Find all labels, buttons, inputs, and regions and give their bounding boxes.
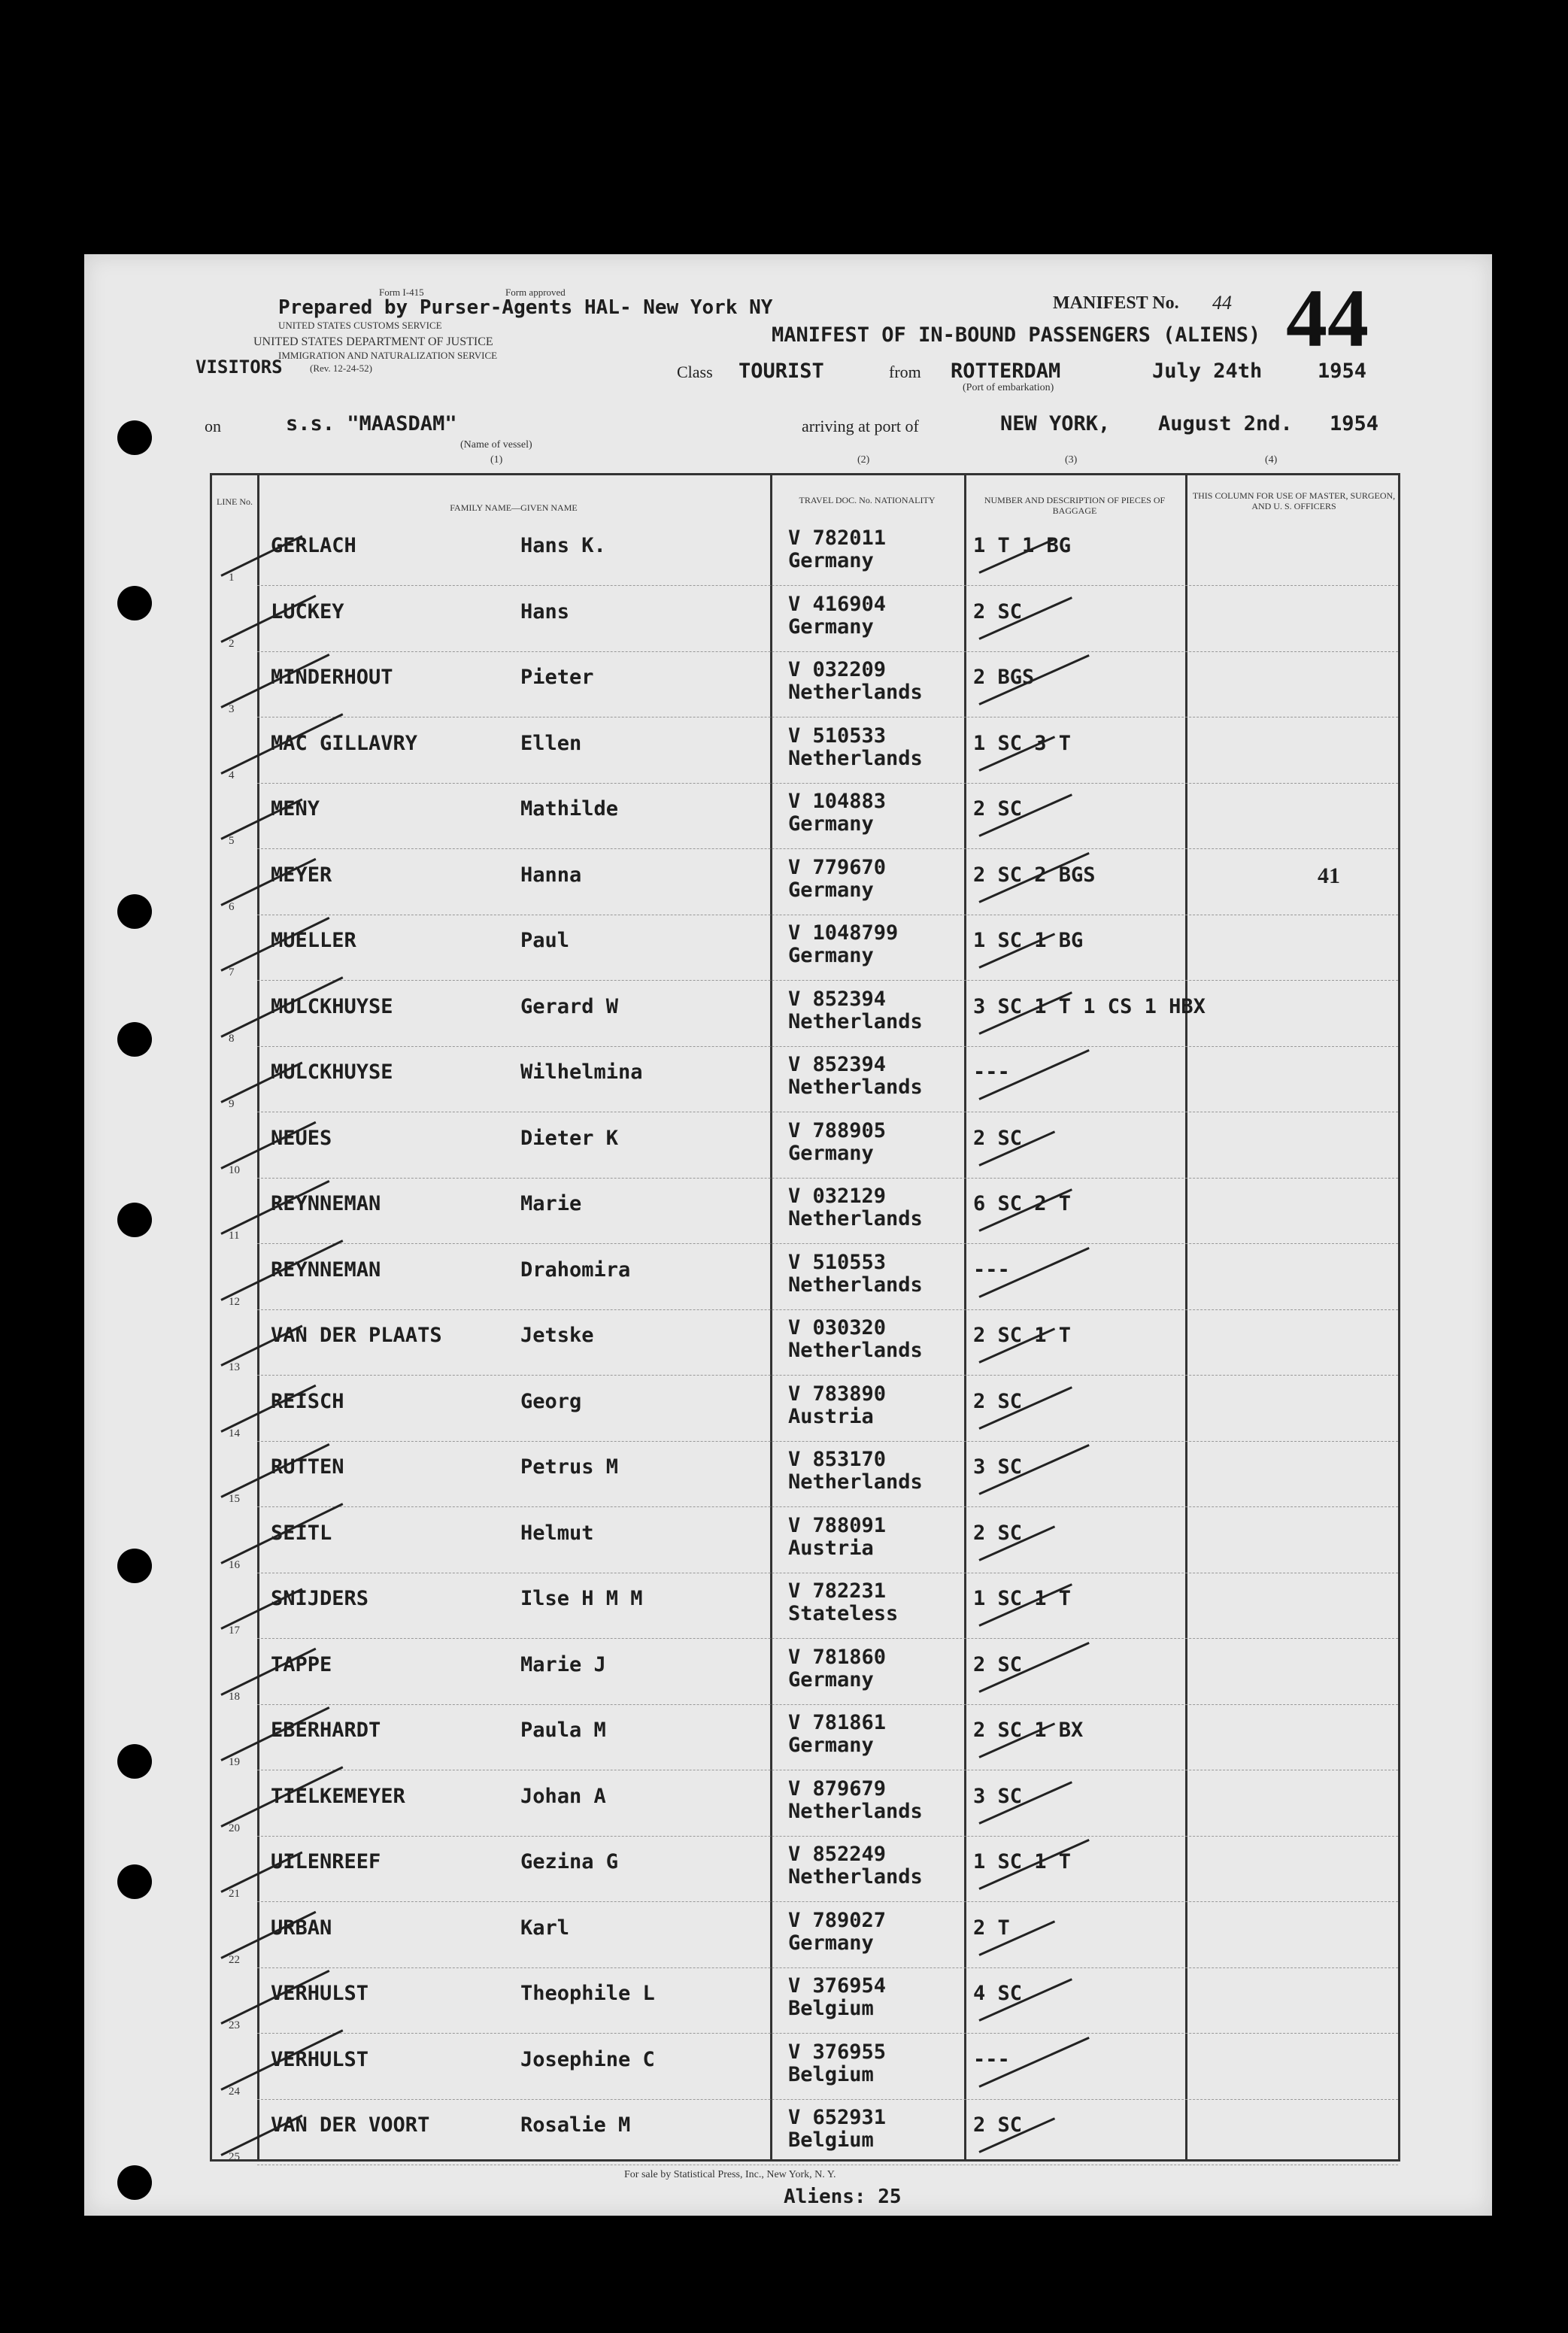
punch-hole xyxy=(117,586,152,620)
family-name: NEUES xyxy=(271,1126,332,1150)
family-name: RUTTEN xyxy=(271,1455,344,1479)
family-name: URBAN xyxy=(271,1916,332,1940)
table-row xyxy=(212,2101,1398,2168)
baggage: 2 BGS xyxy=(973,666,1035,689)
given-name: Jetske xyxy=(520,1324,594,1347)
baggage: 1 T 1 BG xyxy=(973,534,1072,557)
nationality: Belgium xyxy=(788,2062,874,2086)
given-name: Mathilde xyxy=(520,797,619,821)
baggage: 6 SC 2 T xyxy=(973,1192,1072,1215)
family-name: UILENREEF xyxy=(271,1850,381,1873)
family-name: EBERHARDT xyxy=(271,1719,381,1742)
on-label: on xyxy=(205,417,221,435)
embark-date: July 24th xyxy=(1152,360,1263,383)
line-number: 11 xyxy=(229,1230,240,1242)
nationality: Germany xyxy=(788,944,874,967)
manifest-no-hand: 44 xyxy=(1212,292,1232,314)
line-number: 3 xyxy=(229,703,235,715)
line-number: 20 xyxy=(229,1822,240,1834)
family-name: VAN DER PLAATS xyxy=(271,1324,442,1347)
given-name: Johan A xyxy=(520,1784,606,1808)
line-number: 16 xyxy=(229,1558,240,1571)
dept-justice: UNITED STATES DEPARTMENT OF JUSTICE xyxy=(253,335,493,348)
family-name: SNIJDERS xyxy=(271,1587,369,1610)
row-rule xyxy=(257,1178,1398,1179)
line-number: 4 xyxy=(229,769,235,781)
punch-hole xyxy=(117,1203,152,1237)
line-number: 25 xyxy=(229,2151,240,2163)
travel-doc-number: V 783890 xyxy=(788,1382,887,1406)
nationality: Netherlands xyxy=(788,1009,923,1033)
nationality: Netherlands xyxy=(788,1075,923,1099)
nationality: Netherlands xyxy=(788,1799,923,1823)
table-row xyxy=(212,1443,1398,1509)
punch-hole xyxy=(117,1744,152,1779)
baggage: 2 SC xyxy=(973,1521,1023,1545)
family-name: MULCKHUYSE xyxy=(271,994,393,1018)
table-row xyxy=(212,720,1398,786)
line-number: 6 xyxy=(229,900,235,913)
table-row xyxy=(212,1970,1398,2036)
baggage: 2 SC xyxy=(973,1126,1023,1150)
embark-caption: (Port of embarkation) xyxy=(963,382,1054,393)
class-label: Class xyxy=(677,363,713,381)
given-name: Josephine C xyxy=(520,2047,655,2071)
travel-doc-number: V 779670 xyxy=(788,855,887,879)
col-head-line: LINE No. xyxy=(217,496,253,507)
family-name: SEITL xyxy=(271,1521,332,1545)
nationality: Germany xyxy=(788,812,874,836)
nationality: Germany xyxy=(788,1667,874,1691)
row-rule xyxy=(257,1309,1398,1310)
family-name: REISCH xyxy=(271,1389,344,1413)
given-name: Marie J xyxy=(520,1652,606,1676)
year-1: 1954 xyxy=(1318,360,1367,383)
nationality: Germany xyxy=(788,1141,874,1165)
nationality: Netherlands xyxy=(788,1339,923,1362)
travel-doc-number: V 652931 xyxy=(788,2106,887,2129)
family-name: MINDERHOUT xyxy=(271,666,393,689)
table-row xyxy=(212,1838,1398,1904)
travel-doc-number: V 510553 xyxy=(788,1250,887,1274)
family-name: REYNNEMAN xyxy=(271,1258,381,1282)
row-rule xyxy=(257,848,1398,849)
row-rule xyxy=(257,783,1398,784)
nationality: Germany xyxy=(788,1931,874,1955)
travel-doc-number: V 788905 xyxy=(788,1118,887,1142)
line-number: 23 xyxy=(229,2019,240,2031)
col-head-doc: TRAVEL DOC. No. NATIONALITY xyxy=(799,495,936,505)
row-rule xyxy=(257,1243,1398,1244)
line-number: 18 xyxy=(229,1690,240,1703)
vessel-caption: (Name of vessel) xyxy=(460,439,532,451)
rev-label: (Rev. 12-24-52) xyxy=(310,363,372,374)
travel-doc-number: V 104883 xyxy=(788,790,887,813)
travel-doc-number: V 879679 xyxy=(788,1776,887,1801)
nationality: Germany xyxy=(788,1734,874,1757)
line-number: 13 xyxy=(229,1361,240,1373)
table-row xyxy=(212,1641,1398,1707)
given-name: Gezina G xyxy=(520,1850,619,1873)
family-name: TAPPE xyxy=(271,1652,332,1676)
table-row xyxy=(212,1312,1398,1378)
nationality: Netherlands xyxy=(788,1865,923,1889)
margin-hand-note: 41 xyxy=(1318,863,1340,888)
row-rule xyxy=(257,651,1398,652)
given-name: Rosalie M xyxy=(520,2113,631,2137)
visitors-stamp: VISITORS xyxy=(196,356,283,378)
baggage: 2 SC 1 T xyxy=(973,1324,1072,1347)
table-row xyxy=(212,1378,1398,1444)
baggage: 3 SC 1 T 1 CS 1 HBX xyxy=(973,994,1206,1018)
family-name: MAC GILLAVRY xyxy=(271,731,418,755)
line-number: 22 xyxy=(229,1953,240,1966)
travel-doc-number: V 852394 xyxy=(788,1053,887,1076)
row-rule xyxy=(257,1046,1398,1047)
row-rule xyxy=(257,1441,1398,1442)
passenger-table xyxy=(210,473,1400,2162)
baggage: 2 SC xyxy=(973,1652,1023,1676)
nationality: Belgium xyxy=(788,2128,874,2152)
travel-doc-number: V 030320 xyxy=(788,1316,887,1339)
arrival-date: August 2nd. xyxy=(1158,412,1293,435)
row-rule xyxy=(257,1506,1398,1507)
baggage: --- xyxy=(973,1060,1010,1084)
line-number: 2 xyxy=(229,637,235,650)
nationality: Netherlands xyxy=(788,1470,923,1494)
col-num-4: (4) xyxy=(1265,454,1278,466)
given-name: Marie xyxy=(520,1192,582,1215)
given-name: Petrus M xyxy=(520,1455,619,1479)
given-name: Paul xyxy=(520,929,570,952)
punch-hole xyxy=(117,2165,152,2200)
col-head-bag: NUMBER AND DESCRIPTION OF PIECES OF BAGGAGE xyxy=(984,495,1166,517)
prepared-by: Prepared by Purser-Agents HAL- New York NY xyxy=(278,296,773,319)
family-name: GERLACH xyxy=(271,534,356,557)
line-number: 21 xyxy=(229,1888,240,1900)
travel-doc-number: V 852249 xyxy=(788,1843,887,1866)
travel-doc-number: V 416904 xyxy=(788,592,887,616)
family-name: LUCKEY xyxy=(271,599,344,623)
manifest-title: MANIFEST OF IN-BOUND PASSENGERS (ALIENS) xyxy=(772,323,1261,347)
table-row xyxy=(212,1707,1398,1773)
line-number: 12 xyxy=(229,1295,240,1308)
manifest-no-big: 44 xyxy=(1286,272,1369,364)
family-name: MEYER xyxy=(271,863,332,887)
given-name: Hans K. xyxy=(520,534,606,557)
family-name: MULCKHUYSE xyxy=(271,1060,393,1084)
row-rule xyxy=(257,585,1398,586)
aliens-total: Aliens: 25 xyxy=(784,2186,902,2208)
dept-treasury: UNITED STATES CUSTOMS SERVICE xyxy=(278,320,442,331)
row-rule xyxy=(257,1638,1398,1639)
col-head-name: FAMILY NAME—GIVEN NAME xyxy=(450,502,578,513)
baggage: 1 SC 1 BG xyxy=(973,929,1084,952)
given-name: Georg xyxy=(520,1389,582,1413)
printer-credit: For sale by Statistical Press, Inc., New York, N. Y. xyxy=(624,2169,836,2180)
line-number: 1 xyxy=(229,572,235,584)
nationality: Austria xyxy=(788,1404,874,1428)
given-name: Dieter K xyxy=(520,1126,619,1150)
arrival-port: NEW YORK, xyxy=(1000,412,1111,435)
punch-hole xyxy=(117,1022,152,1057)
baggage: 3 SC xyxy=(973,1455,1023,1479)
table-row xyxy=(212,1904,1398,1970)
vessel-name: s.s. "MAASDAM" xyxy=(286,412,457,435)
travel-doc-number: V 788091 xyxy=(788,1513,887,1537)
table-row xyxy=(212,1773,1398,1839)
ins-label: IMMIGRATION AND NATURALIZATION SERVICE xyxy=(278,350,498,361)
nationality: Germany xyxy=(788,614,874,639)
travel-doc-number: V 853170 xyxy=(788,1448,887,1471)
table-row xyxy=(212,1575,1398,1641)
baggage: 3 SC xyxy=(973,1784,1023,1808)
given-name: Drahomira xyxy=(520,1258,631,1282)
col-num-1: (1) xyxy=(490,454,503,466)
travel-doc-number: V 781860 xyxy=(788,1645,887,1669)
punch-hole xyxy=(117,1864,152,1899)
family-name: MENY xyxy=(271,797,320,821)
baggage: 2 SC xyxy=(973,797,1023,821)
table-row xyxy=(212,654,1398,720)
arriving-label: arriving at port of xyxy=(802,417,919,435)
family-name: TIELKEMEYER xyxy=(271,1784,405,1808)
col-num-2: (2) xyxy=(857,454,870,466)
baggage: 2 T xyxy=(973,1916,1010,1940)
table-row xyxy=(212,1180,1398,1246)
line-number: 24 xyxy=(229,2085,240,2098)
given-name: Ilse H M M xyxy=(520,1587,643,1610)
travel-doc-number: V 032129 xyxy=(788,1185,887,1208)
line-number: 10 xyxy=(229,1163,240,1176)
line-number: 15 xyxy=(229,1493,240,1505)
baggage: --- xyxy=(973,1258,1010,1282)
travel-doc-number: V 510533 xyxy=(788,724,887,748)
given-name: Ellen xyxy=(520,731,582,755)
travel-doc-number: V 376954 xyxy=(788,1974,887,1998)
nationality: Germany xyxy=(788,878,874,902)
table-row xyxy=(212,1509,1398,1576)
table-row xyxy=(212,588,1398,654)
row-rule xyxy=(257,1901,1398,1902)
manifest-sheet xyxy=(84,254,1492,2216)
travel-doc-number: V 781861 xyxy=(788,1711,887,1734)
line-number: 14 xyxy=(229,1427,240,1440)
family-name: VAN DER VOORT xyxy=(271,2113,430,2137)
row-rule xyxy=(257,2099,1398,2100)
from-label: from xyxy=(889,363,921,381)
given-name: Karl xyxy=(520,1916,570,1940)
punch-hole xyxy=(117,420,152,455)
table-row xyxy=(212,1048,1398,1115)
row-rule xyxy=(257,1836,1398,1837)
given-name: Helmut xyxy=(520,1521,594,1545)
table-row xyxy=(212,851,1398,918)
punch-hole xyxy=(117,894,152,929)
year-2: 1954 xyxy=(1330,412,1379,435)
travel-doc-number: V 782011 xyxy=(788,526,887,550)
table-row xyxy=(212,1115,1398,1181)
line-number: 7 xyxy=(229,966,235,978)
manifest-label: MANIFEST No. xyxy=(1053,293,1179,313)
given-name: Hans xyxy=(520,599,570,623)
form-approved: Form approved xyxy=(505,287,566,298)
given-name: Paula M xyxy=(520,1719,606,1742)
table-row xyxy=(212,785,1398,851)
baggage: 2 SC xyxy=(973,1389,1023,1413)
baggage: 4 SC xyxy=(973,1982,1023,2005)
family-name: MUELLER xyxy=(271,929,356,952)
travel-doc-number: V 782231 xyxy=(788,1579,887,1603)
table-row xyxy=(212,2036,1398,2102)
nationality: Netherlands xyxy=(788,1207,923,1230)
nationality: Netherlands xyxy=(788,1273,923,1297)
given-name: Wilhelmina xyxy=(520,1060,643,1084)
row-rule xyxy=(257,1375,1398,1376)
nationality: Netherlands xyxy=(788,681,923,704)
line-number: 19 xyxy=(229,1756,240,1768)
baggage: 1 SC 1 T xyxy=(973,1587,1072,1610)
baggage: 2 SC 1 BX xyxy=(973,1719,1084,1742)
baggage: 2 SC 2 BGS xyxy=(973,863,1096,887)
given-name: Hanna xyxy=(520,863,582,887)
line-number: 8 xyxy=(229,1032,235,1045)
baggage: 1 SC 3 T xyxy=(973,731,1072,755)
nationality: Netherlands xyxy=(788,746,923,770)
travel-doc-number: V 1048799 xyxy=(788,921,899,945)
baggage: 1 SC 1 T xyxy=(973,1850,1072,1873)
row-rule xyxy=(257,1967,1398,1968)
travel-doc-number: V 789027 xyxy=(788,1908,887,1932)
col-num-3: (3) xyxy=(1065,454,1078,466)
baggage: 2 SC xyxy=(973,599,1023,623)
nationality: Stateless xyxy=(788,1602,899,1625)
family-name: VERHULST xyxy=(271,1982,369,2005)
row-rule xyxy=(257,1704,1398,1705)
from-value: ROTTERDAM xyxy=(951,360,1061,383)
nationality: Austria xyxy=(788,1536,874,1560)
line-number: 5 xyxy=(229,835,235,847)
travel-doc-number: V 852394 xyxy=(788,987,887,1011)
family-name: REYNNEMAN xyxy=(271,1192,381,1215)
row-rule xyxy=(257,2033,1398,2034)
baggage: 2 SC xyxy=(973,2113,1023,2137)
given-name: Pieter xyxy=(520,666,594,689)
travel-doc-number: V 376955 xyxy=(788,2040,887,2064)
nationality: Belgium xyxy=(788,1997,874,2020)
baggage: --- xyxy=(973,2047,1010,2071)
form-id: Form I-415 xyxy=(379,287,424,298)
given-name: Gerard W xyxy=(520,994,619,1018)
table-row xyxy=(212,917,1398,983)
given-name: Theophile L xyxy=(520,1982,655,2005)
line-number: 17 xyxy=(229,1625,240,1637)
table-row xyxy=(212,522,1398,588)
class-value: TOURIST xyxy=(739,360,824,383)
table-row xyxy=(212,983,1398,1049)
punch-hole xyxy=(117,1549,152,1583)
travel-doc-number: V 032209 xyxy=(788,658,887,681)
col-head-use: THIS COLUMN FOR USE OF MASTER, SURGEON, AND U. S. OFFICERS xyxy=(1192,490,1396,512)
nationality: Germany xyxy=(788,549,874,572)
family-name: VERHULST xyxy=(271,2047,369,2071)
row-rule xyxy=(257,980,1398,981)
table-row xyxy=(212,1246,1398,1312)
line-number: 9 xyxy=(229,1098,235,1110)
